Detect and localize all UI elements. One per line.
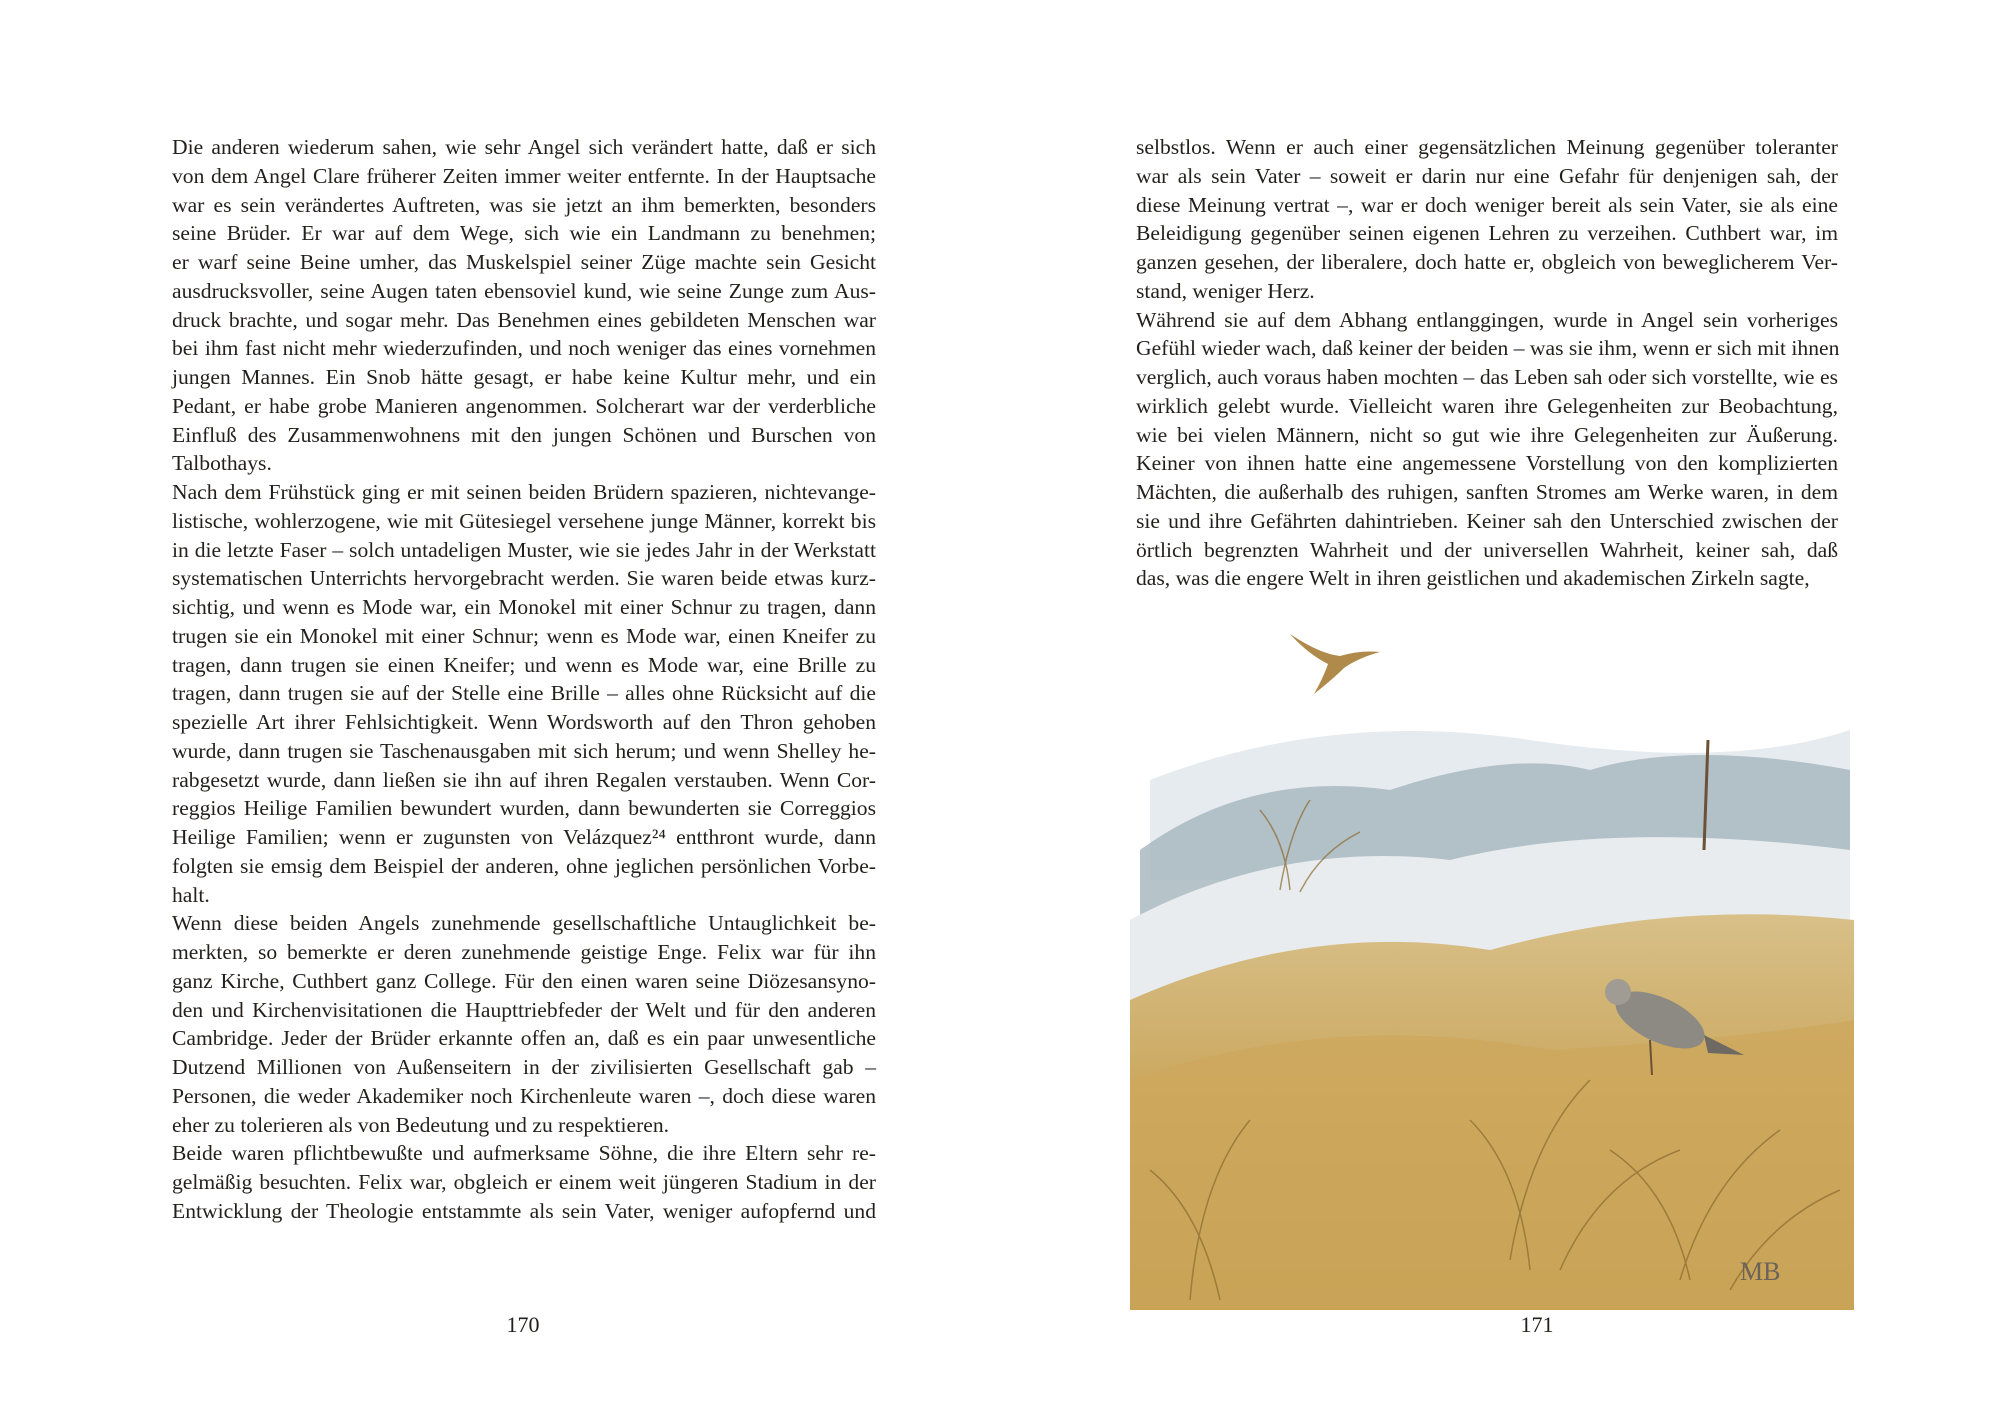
- text-line: war es sein verändertes Auftreten, was sie jetzt an ihm bemerkten, besonders: [172, 192, 876, 217]
- text-line: wie bei vielen Männern, nicht so gut wie ihre Gelegenheiten zur Äußerung.: [1136, 422, 1838, 447]
- text-line: folgten sie emsig dem Beispiel der anderen, ohne jeglichen persönlichen Vorbe-: [172, 853, 876, 878]
- text-line: Entwicklung der Theologie entstammte als sein Vater, weniger aufopfernd und: [172, 1198, 876, 1223]
- text-line: Cambridge. Jeder der Brüder erkannte offen an, daß es ein paar unwesentliche: [172, 1026, 876, 1051]
- text-line: systematischen Unterrichts hervorgebracht werden. Sie waren beide etwas kurz-: [172, 566, 876, 591]
- text-line: Wenn diese beiden Angels zunehmende gesellschaftliche Untauglichkeit be-: [172, 911, 876, 936]
- text-line: jungen Mannes. Ein Snob hätte gesagt, er habe keine Kultur mehr, und ein: [172, 365, 876, 389]
- text-line: das, was die engere Welt in ihren geistlichen und akademischen Zirkeln sagte,: [1136, 566, 1810, 591]
- text-line: Heilige Familien; wenn er zugunsten von Velázquez²⁴ entthront wurde, dann: [172, 825, 876, 849]
- page-number-right: 171: [1520, 1312, 1554, 1337]
- page-number-left: 170: [506, 1312, 540, 1337]
- text-line: ausdrucksvoller, seine Augen taten ebensoviel kund, wie seine Zunge zum Aus-: [172, 278, 876, 303]
- text-line: wirklich gelebt wurde. Vielleicht waren ihre Gelegenheiten zur Beobachtung,: [1136, 393, 1838, 418]
- text-line: Während sie auf dem Abhang entlanggingen, wurde in Angel sein vorheriges: [1136, 307, 1838, 332]
- text-line: Gefühl wieder wach, daß keiner der beiden – was sie ihm, wenn er sich mit ihnen: [1136, 336, 1840, 361]
- text-line: Dutzend Millionen von Außenseitern in der zivilisierten Gesellschaft gab –: [172, 1055, 876, 1079]
- text-line: wurde, dann trugen sie Taschenausgaben mit sich herum; und wenn Shelley he-: [172, 738, 876, 763]
- text-line: Pedant, er habe grobe Manieren angenommen. Solcherart war der verderbliche: [172, 393, 876, 418]
- text-line: Beleidigung gegenüber seinen eigenen Lehren zu verzeihen. Cuthbert war, im: [1136, 221, 1838, 246]
- text-line: von dem Angel Clare früherer Zeiten immer weiter entfernte. In der Hauptsache: [172, 163, 876, 188]
- text-line: reggios Heilige Familien bewundert wurden, dann bewunderten sie Correggios: [172, 796, 876, 821]
- text-line: örtlich begrenzten Wahrheit und der universellen Wahrheit, keiner sah, daß: [1136, 537, 1838, 562]
- text-line: Einfluß des Zusammenwohnens mit den jungen Schönen und Burschen von: [172, 422, 876, 447]
- text-line: Die anderen wiederum sahen, wie sehr Angel sich verändert hatte, daß er sich: [172, 135, 876, 159]
- text-line: war als sein Vater – soweit er darin nur eine Gefahr für denjenigen sah, der: [1136, 163, 1838, 188]
- right-page: [1000, 0, 2000, 1412]
- text-line: sichtig, und wenn es Mode war, ein Monokel mit einer Schnur zu tragen, dann: [172, 595, 876, 619]
- text-line: er warf seine Beine umher, das Muskelspiel seiner Züge machte sein Gesicht: [172, 250, 876, 274]
- text-line: eher zu tolerieren als von Bedeutung und zu respektieren.: [172, 1112, 670, 1137]
- text-line: verglich, auch voraus haben mochten – das Leben sah oder sich vorstellte, wie es: [1136, 365, 1838, 389]
- text-line: Keiner von ihnen hatte eine angemessene Vorstellung von den komplizierten: [1136, 451, 1838, 476]
- text-line: stand, weniger Herz.: [1136, 278, 1315, 303]
- text-line: tragen, dann trugen sie auf der Stelle eine Brille – alles ohne Rücksicht auf die: [172, 681, 876, 706]
- text-line: merkten, so bemerkte er deren zunehmende geistige Enge. Felix war für ihn: [172, 940, 876, 964]
- text-line: ganz Kirche, Cuthbert ganz College. Für den einen waren seine Diözesansyno-: [172, 968, 876, 993]
- text-line: spezielle Art ihrer Fehlsichtigkeit. Wenn Wordsworth auf den Thron gehoben: [172, 710, 876, 734]
- left-page-text: [172, 133, 876, 1226]
- text-line: ganzen gesehen, der liberalere, doch hatte er, obgleich von beweglicherem Ver-: [1136, 250, 1838, 274]
- text-line: seine Brüder. Er war auf dem Wege, sich wie ein Landmann zu benehmen;: [172, 221, 876, 246]
- text-line: diese Meinung vertrat –, war er doch weniger bereit als sein Vater, sie als eine: [1136, 192, 1838, 217]
- text-line: selbstlos. Wenn er auch einer gegensätzlichen Meinung gegenüber toleranter: [1136, 135, 1838, 159]
- text-line: Beide waren pflichtbewußte und aufmerksame Söhne, die ihre Eltern sehr re-: [172, 1141, 876, 1166]
- text-line: rabgesetzt wurde, dann ließen sie ihn auf ihren Regalen verstauben. Wenn Cor-: [172, 767, 876, 792]
- text-line: bei ihm fast nicht mehr wiederzufinden, und noch weniger das eines vornehmen: [172, 336, 876, 361]
- text-line: in die letzte Faser – solch untadeligen Muster, wie sie jedes Jahr in der Werkstatt: [172, 537, 876, 562]
- landscape-illustration: [1130, 620, 1854, 1310]
- right-page-text: [1136, 133, 1838, 593]
- text-line: den und Kirchenvisitationen die Haupttriebfeder der Welt und für den anderen: [172, 997, 876, 1022]
- text-line: listische, wohlerzogene, wie mit Gütesiegel versehene junge Männer, korrekt bis: [172, 508, 876, 533]
- text-line: trugen sie ein Monokel mit einer Schnur; wenn es Mode war, einen Kneifer zu: [172, 623, 876, 648]
- text-line: gelmäßig besuchten. Felix war, obgleich er einem weit jüngeren Stadium in der: [172, 1170, 876, 1194]
- text-line: Talbothays.: [172, 451, 272, 476]
- text-line: Nach dem Frühstück ging er mit seinen beiden Brüdern spazieren, nichtevange-: [172, 480, 876, 504]
- text-line: druck brachte, und sogar mehr. Das Benehmen eines gebildeten Menschen war: [172, 307, 876, 332]
- text-line: Personen, die weder Akademiker noch Kirchenleute waren –, doch diese waren: [172, 1083, 876, 1108]
- artist-signature: MB: [1740, 1257, 1781, 1286]
- text-line: Mächten, die außerhalb des ruhigen, sanften Stromes am Werke waren, in dem: [1136, 480, 1838, 504]
- text-line: tragen, dann trugen sie einen Kneifer; und wenn es Mode war, eine Brille zu: [172, 652, 876, 677]
- text-line: halt.: [172, 882, 210, 907]
- text-line: sie und ihre Gefährten dahintrieben. Keiner sah den Unterschied zwischen der: [1136, 508, 1838, 533]
